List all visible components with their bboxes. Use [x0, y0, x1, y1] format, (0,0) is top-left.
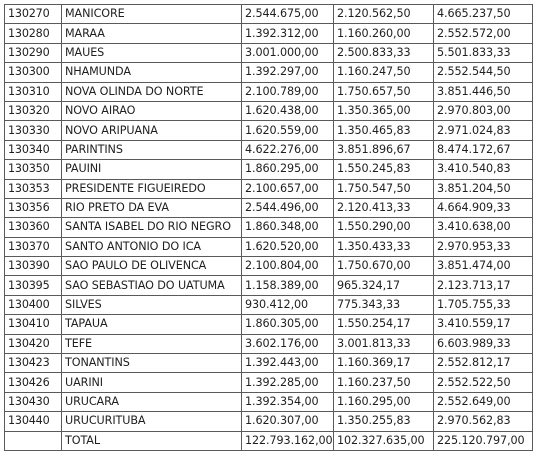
municipality-name-cell: PRESIDENTE FIGUEIREDO [62, 179, 242, 198]
value-2-cell: 1.350.255,83 [334, 412, 434, 431]
value-3-cell: 3.410.540,83 [434, 160, 533, 179]
value-2-cell: 965.324,17 [334, 276, 434, 295]
table-row [5, 82, 533, 101]
municipality-code-cell: 130280 [5, 24, 62, 43]
value-1-cell: 1.620.307,00 [242, 412, 334, 431]
value-1-cell: 1.860.305,00 [242, 315, 334, 334]
table-row [5, 315, 533, 334]
municipality-name-cell: SANTO ANTONIO DO ICA [62, 237, 242, 256]
value-1-cell: 1.158.389,00 [242, 276, 334, 295]
municipality-name-cell: MARAA [62, 24, 242, 43]
municipality-code-cell: 130300 [5, 63, 62, 82]
value-2-cell: 3.001.813,33 [334, 334, 434, 353]
value-3-cell: 2.123.713,17 [434, 276, 533, 295]
value-1-cell: 1.860.295,00 [242, 160, 334, 179]
municipality-code-cell: 130290 [5, 43, 62, 62]
municipality-code-cell: 130340 [5, 140, 62, 159]
municipality-name-cell: SANTA ISABEL DO RIO NEGRO [62, 218, 242, 237]
table-row [5, 354, 533, 373]
value-3-cell: 2.552.522,50 [434, 373, 533, 392]
value-3-cell: 4.665.237,50 [434, 5, 533, 24]
table-row [5, 63, 533, 82]
municipality-name-cell: SILVES [62, 295, 242, 314]
value-3-cell: 3.851.446,50 [434, 82, 533, 101]
value-3-cell: 3.410.638,00 [434, 218, 533, 237]
municipality-name-cell: PARINTINS [62, 140, 242, 159]
value-1-cell: 3.001.000,00 [242, 43, 334, 62]
municipality-name-cell: NOVO ARIPUANA [62, 121, 242, 140]
municipality-name-cell: URUCARA [62, 392, 242, 411]
municipality-code-cell: 130390 [5, 257, 62, 276]
municipality-code-cell: 130440 [5, 412, 62, 431]
total-row [5, 431, 533, 450]
table-row [5, 179, 533, 198]
value-2-cell: 775.343,33 [334, 295, 434, 314]
value-1-cell: 2.100.804,00 [242, 257, 334, 276]
value-2-cell: 1.350.433,33 [334, 237, 434, 256]
value-1-cell: 1.392.285,00 [242, 373, 334, 392]
municipality-table-container [4, 4, 532, 451]
municipality-name-cell: UARINI [62, 373, 242, 392]
municipality-code-cell: 130370 [5, 237, 62, 256]
value-2-cell: 1.160.247,50 [334, 63, 434, 82]
municipality-code-cell: 130310 [5, 82, 62, 101]
table-row [5, 295, 533, 314]
value-2-cell: 3.851.896,67 [334, 140, 434, 159]
total-code-cell [5, 431, 62, 450]
municipality-name-cell: RIO PRETO DA EVA [62, 198, 242, 217]
value-2-cell: 2.120.562,50 [334, 5, 434, 24]
value-2-cell: 1.350.365,00 [334, 101, 434, 120]
municipality-name-cell: SAO PAULO DE OLIVENCA [62, 257, 242, 276]
value-2-cell: 2.120.413,33 [334, 198, 434, 217]
value-2-cell: 1.160.295,00 [334, 392, 434, 411]
municipality-code-cell: 130320 [5, 101, 62, 120]
municipality-name-cell: PAUINI [62, 160, 242, 179]
value-2-cell: 1.550.290,00 [334, 218, 434, 237]
municipality-code-cell: 130423 [5, 354, 62, 373]
value-3-cell: 2.970.953,33 [434, 237, 533, 256]
value-3-cell: 3.410.559,17 [434, 315, 533, 334]
table-row [5, 198, 533, 217]
municipality-name-cell: TONANTINS [62, 354, 242, 373]
municipality-code-cell: 130350 [5, 160, 62, 179]
value-1-cell: 2.100.789,00 [242, 82, 334, 101]
value-2-cell: 1.160.369,17 [334, 354, 434, 373]
municipality-code-cell: 130400 [5, 295, 62, 314]
value-3-cell: 2.970.562,83 [434, 412, 533, 431]
table-row [5, 24, 533, 43]
value-3-cell: 4.664.909,33 [434, 198, 533, 217]
value-2-cell: 1.160.237,50 [334, 373, 434, 392]
value-1-cell: 1.620.559,00 [242, 121, 334, 140]
value-3-cell: 3.851.474,00 [434, 257, 533, 276]
table-row [5, 334, 533, 353]
table-row [5, 43, 533, 62]
municipality-code-cell: 130353 [5, 179, 62, 198]
value-1-cell: 3.602.176,00 [242, 334, 334, 353]
municipality-code-cell: 130270 [5, 5, 62, 24]
value-1-cell: 1.392.443,00 [242, 354, 334, 373]
value-2-cell: 1.550.254,17 [334, 315, 434, 334]
municipality-code-cell: 130420 [5, 334, 62, 353]
municipality-name-cell: SAO SEBASTIAO DO UATUMA [62, 276, 242, 295]
total-value-1-cell: 122.793.162,00 [242, 431, 334, 450]
value-1-cell: 1.392.297,00 [242, 63, 334, 82]
value-3-cell: 2.970.803,00 [434, 101, 533, 120]
value-3-cell: 2.971.024,83 [434, 121, 533, 140]
value-3-cell: 3.851.204,50 [434, 179, 533, 198]
total-label-cell: TOTAL [62, 431, 242, 450]
municipality-code-cell: 130356 [5, 198, 62, 217]
table-row [5, 101, 533, 120]
value-3-cell: 6.603.989,33 [434, 334, 533, 353]
table-row [5, 5, 533, 24]
value-3-cell: 2.552.649,00 [434, 392, 533, 411]
municipality-name-cell: TAPAUA [62, 315, 242, 334]
municipality-code-cell: 130430 [5, 392, 62, 411]
value-3-cell: 5.501.833,33 [434, 43, 533, 62]
value-2-cell: 1.750.657,50 [334, 82, 434, 101]
table-row [5, 276, 533, 295]
value-1-cell: 1.392.354,00 [242, 392, 334, 411]
table-row [5, 257, 533, 276]
total-value-2-cell: 102.327.635,00 [334, 431, 434, 450]
table-row [5, 412, 533, 431]
value-1-cell: 2.544.675,00 [242, 5, 334, 24]
municipality-name-cell: MAUES [62, 43, 242, 62]
value-3-cell: 2.552.544,50 [434, 63, 533, 82]
value-3-cell: 2.552.812,17 [434, 354, 533, 373]
municipality-name-cell: NHAMUNDA [62, 63, 242, 82]
value-1-cell: 1.392.312,00 [242, 24, 334, 43]
table-row [5, 373, 533, 392]
value-2-cell: 1.750.547,50 [334, 179, 434, 198]
value-1-cell: 930.412,00 [242, 295, 334, 314]
municipality-name-cell: NOVO AIRAO [62, 101, 242, 120]
table-row [5, 392, 533, 411]
table-row [5, 140, 533, 159]
table-row [5, 237, 533, 256]
value-1-cell: 4.622.276,00 [242, 140, 334, 159]
value-1-cell: 1.620.438,00 [242, 101, 334, 120]
municipality-code-cell: 130410 [5, 315, 62, 334]
municipality-code-cell: 130360 [5, 218, 62, 237]
value-2-cell: 2.500.833,33 [334, 43, 434, 62]
total-value-3-cell: 225.120.797,00 [434, 431, 533, 450]
municipality-code-cell: 130330 [5, 121, 62, 140]
table-row [5, 218, 533, 237]
table-row [5, 160, 533, 179]
municipality-code-cell: 130395 [5, 276, 62, 295]
municipality-name-cell: NOVA OLINDA DO NORTE [62, 82, 242, 101]
municipality-name-cell: URUCURITUBA [62, 412, 242, 431]
value-1-cell: 1.860.348,00 [242, 218, 334, 237]
table-body [5, 5, 533, 451]
municipality-code-cell: 130426 [5, 373, 62, 392]
value-3-cell: 2.552.572,00 [434, 24, 533, 43]
value-1-cell: 1.620.520,00 [242, 237, 334, 256]
value-3-cell: 1.705.755,33 [434, 295, 533, 314]
table-row [5, 121, 533, 140]
value-2-cell: 1.350.465,83 [334, 121, 434, 140]
value-3-cell: 8.474.172,67 [434, 140, 533, 159]
municipality-values-table [4, 4, 533, 451]
value-1-cell: 2.100.657,00 [242, 179, 334, 198]
value-2-cell: 1.160.260,00 [334, 24, 434, 43]
value-2-cell: 1.550.245,83 [334, 160, 434, 179]
municipality-name-cell: MANICORE [62, 5, 242, 24]
value-2-cell: 1.750.670,00 [334, 257, 434, 276]
value-1-cell: 2.544.496,00 [242, 198, 334, 217]
municipality-name-cell: TEFE [62, 334, 242, 353]
